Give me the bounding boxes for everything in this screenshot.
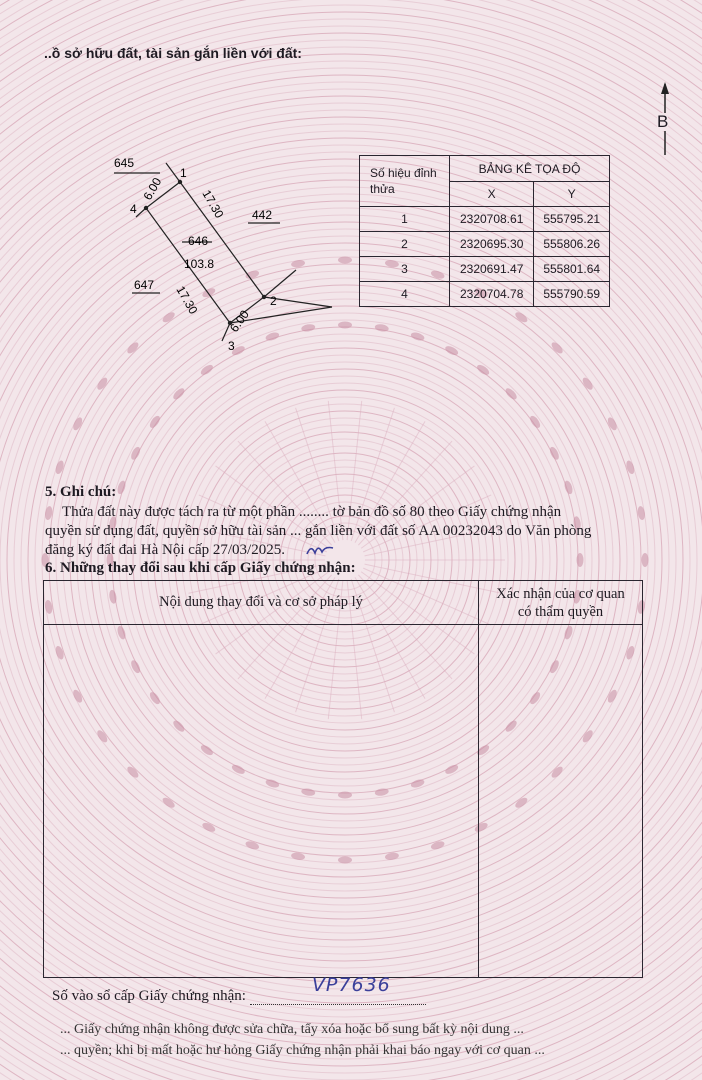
edge-2-3: 6.00: [226, 307, 252, 335]
vertex-3: 3: [228, 339, 235, 353]
vertex-id-header: Số hiệu đỉnh thửa: [360, 156, 450, 207]
table-row: 3 2320691.47 555801.64: [360, 257, 610, 282]
changes-authority-cell: [479, 625, 643, 978]
neighbor-442: 442: [252, 208, 273, 222]
neighbor-647: 647: [134, 278, 155, 292]
changes-content-cell: [44, 625, 479, 978]
parcel-area: 103.8: [184, 257, 215, 271]
edge-1-2: 17.30: [199, 187, 227, 221]
table-row: 2 2320695.30 555806.26: [360, 232, 610, 257]
registry-number: VP7636: [311, 974, 391, 996]
vertex-2: 2: [270, 294, 277, 308]
changes-table: [43, 580, 643, 978]
footer-line-2: ... quyền; khi bị mất hoặc hư hỏng Giấy chứng nhận phải khai báo ngay với cơ quan ...: [60, 1043, 545, 1058]
registry-line: [52, 974, 426, 1005]
vertex-4: 4: [130, 202, 137, 216]
notes-title: 5. Ghi chú:: [45, 484, 117, 500]
edge-3-4: 17.30: [173, 283, 201, 317]
coordinate-table: [359, 155, 610, 307]
edge-4-1: 6.00: [140, 175, 165, 203]
vertex-1: 1: [180, 166, 187, 180]
table-row: 1 2320708.61 555795.21: [360, 207, 610, 232]
col-x-header: X: [450, 182, 534, 207]
section-header: ..ồ sở hữu đất, tài sản gắn liền với đất:: [44, 45, 302, 61]
registry-label: Số vào sổ cấp Giấy chứng nhận:: [52, 988, 246, 1004]
footer-line-1: ... Giấy chứng nhận không được sửa chữa, tẩy xóa hoặc bổ sung bất kỳ nội dung ...: [60, 1022, 524, 1037]
neighbor-645: 645: [114, 156, 135, 170]
changes-col-content: Nội dung thay đổi và cơ sở pháp lý: [44, 581, 479, 625]
notes-line-3: đăng ký đất đai Hà Nội cấp 27/03/2025.: [45, 542, 285, 558]
changes-col-authority: Xác nhận của cơ quan có thẩm quyền: [479, 581, 643, 625]
notes-line-2: quyền sử dụng đất, quyền sở hữu tài sản ... gắn liền với đất số AA 00232043 do Văn phòng: [45, 523, 592, 539]
col-y-header: Y: [534, 182, 610, 207]
parcel-number: 646: [188, 234, 209, 248]
changes-title: 6. Những thay đổi sau khi cấp Giấy chứng nhận:: [45, 560, 356, 576]
initial-mark: [305, 540, 335, 560]
parcel-sketch: [100, 145, 340, 365]
coordinate-table-title: BẢNG KÊ TỌA ĐỘ: [450, 156, 610, 182]
north-label: B: [657, 112, 669, 131]
notes-line-1: Thửa đất này được tách ra từ một phần ........ tờ bản đồ số 80 theo Giấy chứng nhận: [62, 504, 562, 520]
table-row: 4 2320704.78 555790.59: [360, 282, 610, 307]
